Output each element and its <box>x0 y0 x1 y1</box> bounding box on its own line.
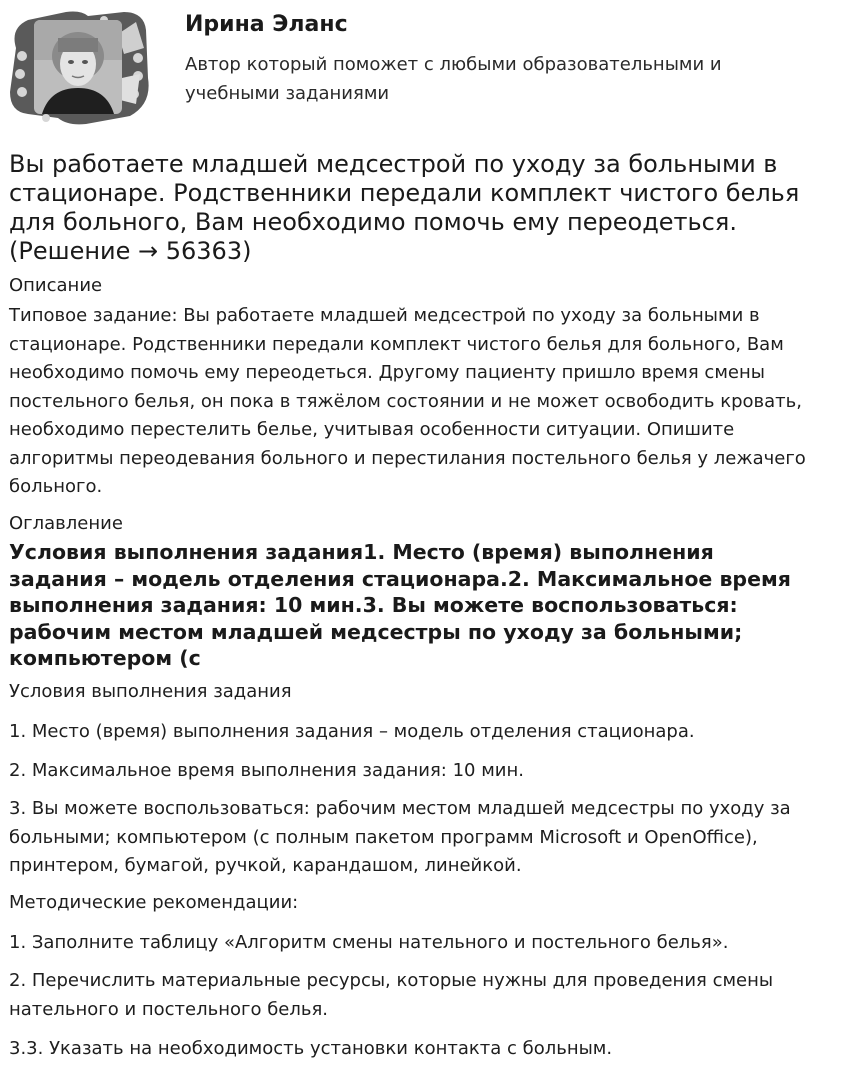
conditions-heading: Условия выполнения задания <box>9 681 292 702</box>
condition-item-2: 2. Максимальное время выполнения задания: 10 мин. <box>9 760 524 781</box>
toc-label: Оглавление <box>9 513 123 534</box>
condition-item-3: 3. Вы можете воспользоваться: рабочим местом младшей медсестры по уходу за больными; компьютером (с полным пакетом программ Microsoft и OpenOffice), принтером, бумагой, ручкой, карандашом, линейкой. <box>9 798 791 876</box>
author-name[interactable]: Ирина Эланс <box>185 12 348 37</box>
recommendations-heading: Методические рекомендации: <box>9 892 299 913</box>
author-card <box>0 0 847 135</box>
avatar[interactable] <box>6 8 151 126</box>
page-title: Вы работаете младшей медсестрой по уходу за больными в стационаре. Родственники передали комплект чистого белья для больного, Вам необходимо помочь ему переодеться. (Решение → 56363) <box>9 150 800 265</box>
recommendation-item-2: 2. Перечислить материальные ресурсы, которые нужны для проведения смены нательного и постельного белья. <box>9 970 774 1020</box>
description-text: Типовое задание: Вы работаете младшей медсестрой по уходу за больными в стационаре. Родственники передали комплект чистого белья для больного, Вам необходимо помочь ему переодеться. Другому пациенту пришло время смены постельного белья, он пока в тяжёлом состоянии и не может освободить кровать, необходимо перестелить белье, учитывая особенности ситуации. Опишите алгоритмы переодевания больного и перестилания постельного белья у лежачего больного. <box>9 305 806 497</box>
author-photo <box>34 20 122 114</box>
recommendation-item-3: 3.3. Указать на необходимость установки контакта с больным. <box>9 1038 613 1059</box>
recommendation-item-1: 1. Заполните таблицу «Алгоритм смены нательного и постельного белья». <box>9 932 729 953</box>
condition-item-1: 1. Место (время) выполнения задания – модель отделения стационара. <box>9 721 695 742</box>
toc-text: Условия выполнения задания1. Место (время) выполнения задания – модель отделения стационара.2. Максимальное время выполнения задания: 10 мин.3. Вы можете воспользоваться: рабочим местом младшей медсестры по уходу за больными; компьютером (с <box>9 540 791 670</box>
description-label: Описание <box>9 275 103 296</box>
author-description: Автор который поможет с любыми образовательными и учебными заданиями <box>185 54 722 104</box>
